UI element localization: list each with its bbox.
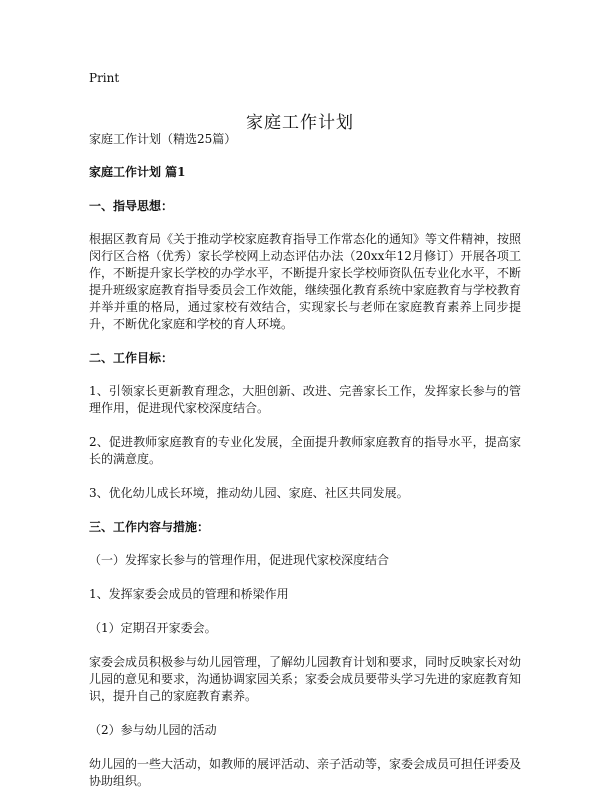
print-link[interactable]: Print	[89, 71, 120, 85]
goal-item-3: 3、优化幼儿成长环境，推动幼儿园、家庭、社区共同发展。	[89, 486, 409, 500]
document-title: 家庭工作计划	[246, 113, 354, 134]
document-subtitle: 家庭工作计划（精选25篇）	[89, 132, 237, 146]
paragraph-measure-b: 幼儿园的一些大活动，如教师的展评活动、亲子活动等，家委会成员可担任评委及协助组织。	[89, 757, 522, 788]
section-heading-work-goals: 二、工作目标：	[89, 351, 174, 365]
paragraph-measure-a: 家委会成员积极参与幼儿园管理，了解幼儿园教育计划和要求，同时反映家长对幼儿园的意见和要求，沟通协调家园关系；家委会成员要带头学习先进的家庭教育知识，提升自己的家庭教育素养。	[89, 655, 522, 703]
document-body	[89, 131, 521, 807]
goal-item-2: 2、促进教师家庭教育的专业化发展，全面提升教师家庭教育的指导水平，提高家长的满意度。	[89, 435, 521, 466]
measure-sub-b: （2）参与幼儿园的活动	[89, 723, 217, 737]
section-heading-guiding-ideology: 一、指导思想：	[89, 199, 174, 213]
measure-item-1: 1、发挥家委会成员的管理和桥梁作用	[89, 587, 289, 601]
subsection-heading-1: （一）发挥家长参与的管理作用，促进现代家校深度结合	[89, 553, 390, 567]
paragraph-guiding-ideology: 根据区教育局《关于推动学校家庭教育指导工作常态化的通知》等文件精神，按照闵行区合格（优秀）家长学校网上动态评估办法（20xx年12月修订）开展各项工作，不断提升家长学校的办学水平，不断提升家长学校师资队伍专业化水平，不断提升班级家庭教育指导委员会工作效能，继续强化教育系统中家庭教育与学校教育并举并重的格局，通过家校有效结合，实现家长与老师在家庭教育素养上同步提升，不断优化家庭和学校的育人环境。	[89, 232, 522, 331]
section-heading-content-measures: 三、工作内容与措施：	[89, 520, 210, 534]
measure-sub-a: （1）定期召开家委会。	[89, 621, 217, 635]
article-heading: 家庭工作计划 篇1	[89, 165, 186, 179]
goal-item-1: 1、引领家长更新教育理念，大胆创新、改进、完善家长工作，发挥家长参与的管理作用，促进现代家校深度结合。	[89, 384, 521, 415]
